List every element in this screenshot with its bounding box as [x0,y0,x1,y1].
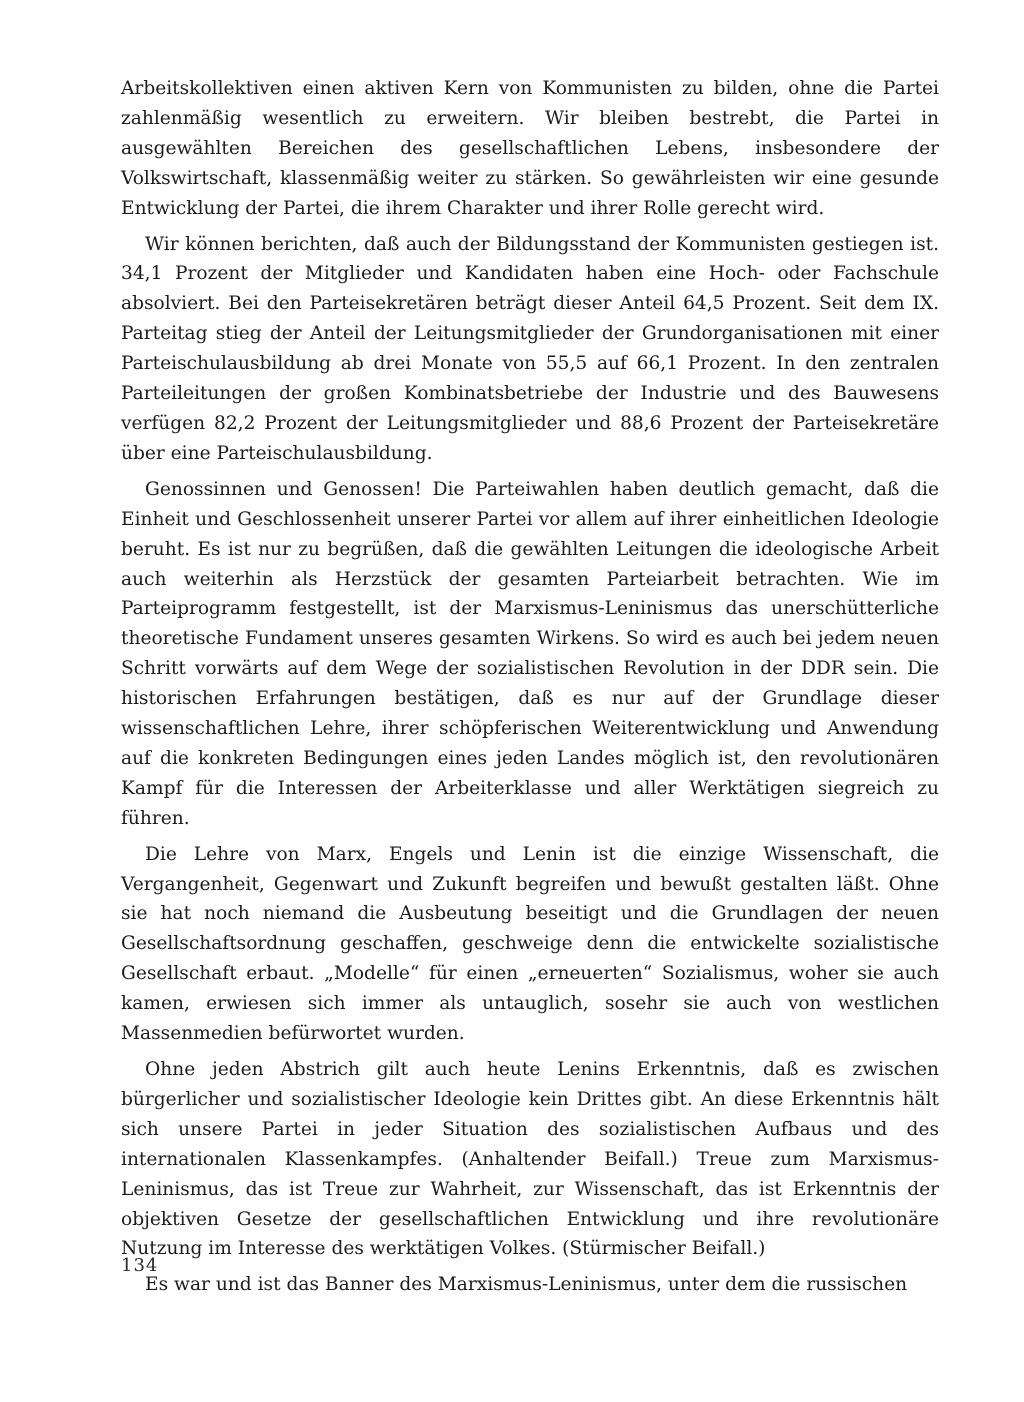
paragraph-3: Genossinnen und Genossen! Die Parteiwahlen haben deutlich gemacht, daß die Einheit und Geschlossenheit unserer Partei vor allem auf ihrer einheitlichen Ideologie beruht. Es ist nur zu begrüßen, daß die gewählten Leitungen die ideologische Arbeit auch weiterhin als Herzstück der gesamten Parteiarbeit betrachten. Wie im Parteiprogramm festgestellt, ist der Marxismus-Leninismus das unerschütterliche theoretische Fundament unseres gesamten Wirkens. So wird es auch bei jedem neuen Schritt vorwärts auf dem Wege der sozialistischen Revolution in der DDR sein. Die historischen Erfahrungen bestätigen, daß es nur auf der Grundlage dieser wissenschaftlichen Lehre, ihrer schöpferischen Weiterentwicklung und Anwendung auf die konkreten Bedingungen eines jeden Landes möglich ist, den revolutionären Kampf für die Interessen der Arbeiterklasse und aller Werktätigen siegreich zu führen. [121,478,939,829]
body-text [121,74,939,1306]
page-number: 134 [121,1255,159,1276]
paragraph-1: Arbeitskollektiven einen aktiven Kern von Kommunisten zu bilden, ohne die Partei zahlenmäßig wesentlich zu erweitern. Wir bleiben bestrebt, die Partei in ausgewählten Bereichen des gesellschaftlichen Lebens, insbesondere der Volkswirtschaft, klassenmäßig weiter zu stärken. So gewährleisten wir eine gesunde Entwicklung der Partei, die ihrem Charakter und ihrer Rolle gerecht wird. [121,78,939,219]
paragraph-6: Es war und ist das Banner des Marxismus-Leninismus, unter dem die russischen [145,1274,908,1296]
paragraph-2: Wir können berichten, daß auch der Bildungsstand der Kommunisten gestiegen ist. 34,1 Prozent der Mitglieder und Kandidaten haben eine Hoch- oder Fachschule absolviert. Bei den Parteisekretären beträgt dieser Anteil 64,5 Prozent. Seit dem IX. Parteitag stieg der Anteil der Leitungsmitglieder der Grundorganisationen mit einer Parteischulausbildung ab drei Monate von 55,5 auf 66,1 Prozent. In den zentralen Parteileitungen der großen Kombinatsbetriebe der Industrie und des Bauwesens verfügen 82,2 Prozent der Leitungsmitglieder und 88,6 Prozent der Parteisekretäre über eine Parteischulausbildung. [121,233,939,464]
paragraph-4: Die Lehre von Marx, Engels und Lenin ist die einzige Wissenschaft, die Vergangenheit, Gegenwart und Zukunft begreifen und bewußt gestalten läßt. Ohne sie hat noch niemand die Ausbeutung beseitigt und die Grundlagen der neuen Gesellschaftsordnung geschaffen, geschweige denn die entwickelte sozialistische Gesellschaft erbaut. „Modelle“ für einen „erneuerten“ Sozialismus, woher sie auch kamen, erwiesen sich immer als untauglich, sosehr sie auch von westlichen Massenmedien befürwortet wurden. [121,843,939,1045]
paragraph-5: Ohne jeden Abstrich gilt auch heute Lenins Erkenntnis, daß es zwischen bürgerlicher und sozialistischer Ideologie kein Drittes gibt. An diese Erkenntnis hält sich unsere Partei in jeder Situation des sozialistischen Aufbaus und des internationalen Klassenkampfes. (Anhaltender Beifall.) Treue zum Marxismus-Leninismus, das ist Treue zur Wahrheit, zur Wissenschaft, das ist Erkenntnis der objektiven Gesetze der gesellschaftlichen Entwicklung und ihre revolutionäre Nutzung im Interesse des werktätigen Volkes. (Stürmischer Beifall.) [121,1059,939,1260]
